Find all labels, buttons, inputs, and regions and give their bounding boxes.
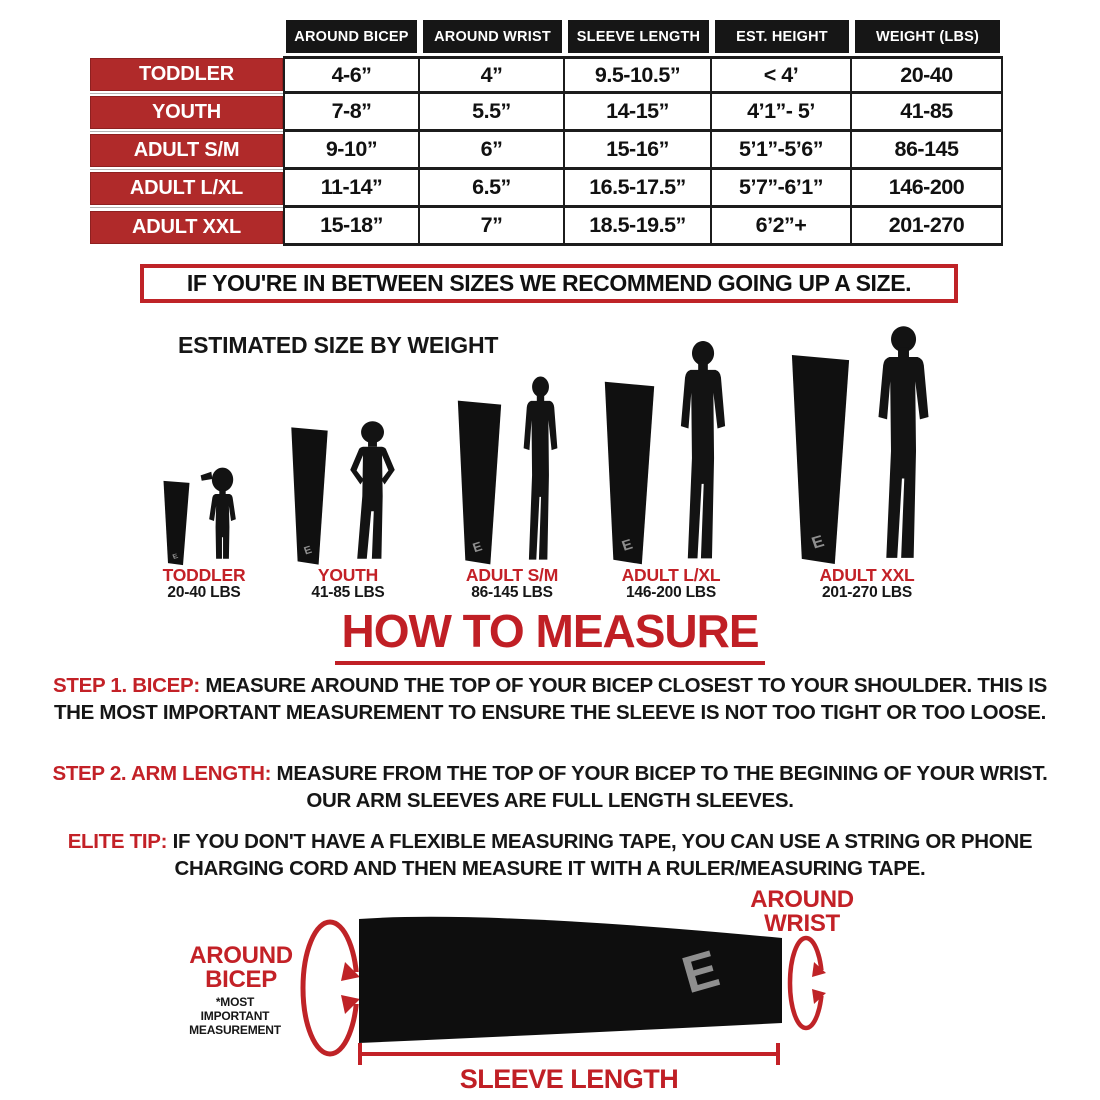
step-2-arm-length [40,760,1060,814]
sleeve-icon [788,353,854,566]
table-row-label-cell [90,208,283,246]
most-important-note: *MOST IMPORTANT MEASUREMENT [189,995,281,1037]
size-figure-group [757,310,977,610]
logo-e-icon: E [302,544,314,558]
size-figures-row [0,310,1100,610]
table-cell: 6” [420,132,565,170]
table-cell: 15-18” [283,208,420,246]
step-2-text: MEASURE FROM THE TOP OF YOUR BICEP TO THE BEGINING OF YOUR WRIST. OUR ARM SLEEVES ARE FULL LENGTH SLEEVES. [276,762,1048,813]
column-header-around-wrist: AROUND WRIST [423,20,562,53]
logo-e-icon: E [171,551,180,561]
table-row-label-cell [90,170,283,208]
table-cell: 7” [420,208,565,246]
logo-e-icon: E [676,939,726,1006]
sleeve-icon [455,399,505,566]
figure-weight-label: 146-200 LBS [626,583,716,601]
figure-size-label: ADULT S/M [465,565,559,585]
figure-size-label: TODDLER [162,565,246,585]
elite-tip-label: ELITE TIP: [67,830,168,853]
size-table [90,20,1003,246]
size-row-label: TODDLER [90,58,283,91]
sleeve-icon [601,380,658,566]
table-cell: 5’1”-5’6” [712,132,852,170]
table-cell: 201-270 [852,208,1003,246]
table-cell: 5.5” [420,94,565,132]
table-cell: 4” [420,56,565,94]
logo-e-icon: E [620,536,635,555]
size-row-label: ADULT L/XL [90,172,283,205]
column-header-weight: WEIGHT (LBS) [855,20,1000,53]
sleeve-length-measure-line [358,1052,780,1056]
person-silhouette-icon [665,338,741,566]
figure-weight-label: 86-145 LBS [471,583,553,601]
table-cell: 41-85 [852,94,1003,132]
elite-tip-text: IF YOU DON'T HAVE A FLEXIBLE MEASURING TAPE, YOU CAN USE A STRING OR PHONE CHARGING CORD AND THEN MEASURE IT WITH A RULER/MEASURING TAPE. [172,830,1033,881]
how-to-measure-title: HOW TO MEASURE [335,604,764,665]
figure-size-label: YOUTH [317,565,379,585]
table-row-label-cell [90,132,283,170]
sleeve-length-label: SLEEVE LENGTH [459,1064,679,1094]
table-cell: 5’7”-6’1” [712,170,852,208]
column-header-sleeve-length: SLEEVE LENGTH [568,20,709,53]
bicep-measure-circle-icon [298,918,362,1058]
table-cell: < 4’ [712,56,852,94]
sleeve-icon [162,480,192,566]
step-2-label: STEP 2. ARM LENGTH: [52,762,272,785]
figure-size-label: ADULT L/XL [621,565,721,585]
table-cell: 9.5-10.5” [565,56,712,94]
column-header-around-bicep: AROUND BICEP [286,20,417,53]
figure-weight-label: 20-40 LBS [167,583,241,601]
table-cell: 6’2”+ [712,208,852,246]
column-header-est-height: EST. HEIGHT [715,20,849,53]
logo-e-icon: E [470,538,484,556]
arm-sleeve-illustration [356,912,782,1046]
elite-tip [40,828,1060,882]
step-1-bicep [40,672,1060,726]
size-row-label: ADULT S/M [90,134,283,167]
sleeve-icon [289,426,331,566]
around-bicep-label: AROUND BICEP [189,942,293,994]
table-cell: 15-16” [565,132,712,170]
table-cell: 146-200 [852,170,1003,208]
step-1-label: STEP 1. BICEP: [53,674,200,697]
between-sizes-banner: IF YOU'RE IN BETWEEN SIZES WE RECOMMEND GOING UP A SIZE. [140,264,958,303]
table-row-label-cell [90,56,283,94]
table-cell: 9-10” [283,132,420,170]
around-wrist-label: AROUND WRIST [750,886,854,938]
logo-e-icon: E [809,531,827,553]
table-cell: 86-145 [852,132,1003,170]
person-silhouette-icon [861,323,947,566]
person-silhouette-icon [338,420,408,566]
figure-size-label: ADULT XXL [819,565,915,585]
figure-weight-label: 41-85 LBS [311,583,385,601]
table-cell: 7-8” [283,94,420,132]
table-corner-cell [90,20,283,56]
size-row-label: YOUTH [90,96,283,129]
table-cell: 20-40 [852,56,1003,94]
figure-weight-label: 201-270 LBS [822,583,912,601]
step-1-text: MEASURE AROUND THE TOP OF YOUR BICEP CLOSEST TO YOUR SHOULDER. THIS IS THE MOST IMPORTANT MEASUREMENT TO ENSURE THE SLEEVE IS NOT TOO TIGHT OR TOO LOOSE. [53,674,1047,725]
table-cell: 18.5-19.5” [565,208,712,246]
table-cell: 16.5-17.5” [565,170,712,208]
table-cell: 4-6” [283,56,420,94]
measure-diagram [0,880,1100,1100]
table-cell: 11-14” [283,170,420,208]
table-row-label-cell [90,94,283,132]
estimated-size-heading: ESTIMATED SIZE BY WEIGHT [178,332,499,358]
table-cell: 4’1”- 5’ [712,94,852,132]
wrist-measure-circle-icon [786,934,828,1032]
size-figure-group [561,310,781,610]
size-row-label: ADULT XXL [90,211,283,244]
table-cell: 6.5” [420,170,565,208]
table-cell: 14-15” [565,94,712,132]
